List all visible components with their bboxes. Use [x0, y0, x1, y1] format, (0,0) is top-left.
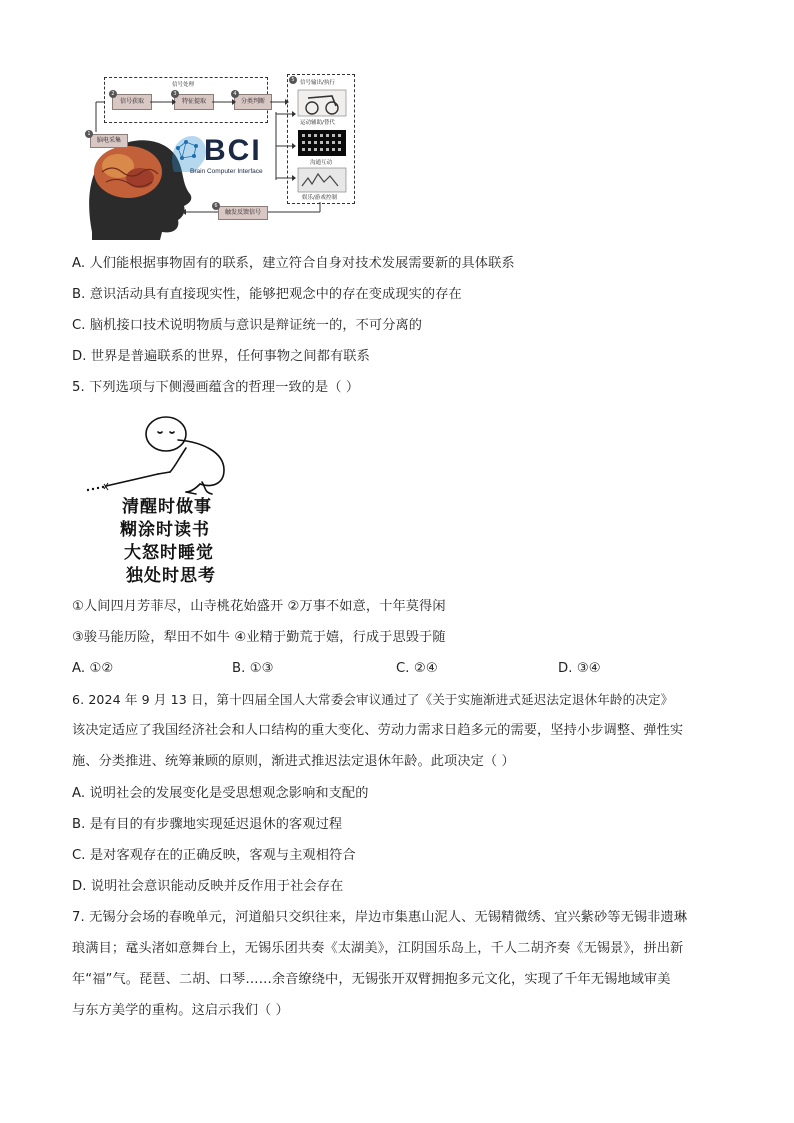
- signal-processing-title: 信号处理: [172, 82, 195, 88]
- q4-option-d: D. 世界是普遍联系的世界，任何事物之间都有联系: [72, 349, 370, 364]
- q7-stem-line-4: 与东方美学的重构。这启示我们（ ）: [72, 1003, 289, 1018]
- q7-stem-line-1: 7. 无锡分会场的春晚单元，河道船只交织往来，岸边市集惠山泥人、无锡精微绣、宜兴紫砂等无锡非遗琳: [72, 910, 688, 925]
- motion-label: 运动辅助/替代: [300, 120, 335, 126]
- bci-diagram: [82, 72, 360, 240]
- bci-logo: [168, 130, 278, 180]
- signal-acquire-box: 信号获取: [112, 94, 152, 110]
- cartoon-line-2: 糊涂时读书: [120, 520, 210, 540]
- bci-logo-subtitle: Brain Computer Interface: [190, 168, 263, 175]
- q6-stem-line-3: 施、分类推进、统筹兼顾的原则，渐进式推迟法定退休年龄。此项决定（ ）: [72, 754, 515, 769]
- crouching-figure-drawing: [74, 412, 244, 502]
- feature-extract-box: 特征提取: [174, 94, 214, 110]
- q6-option-b: B. 是有目的有步骤地实现延迟退休的客观过程: [72, 817, 343, 832]
- q6-stem-line-2: 该决定适应了我国经济社会和人口结构的重大变化、劳动力需求日趋多元的需要，坚持小步调整、弹性实: [72, 723, 684, 738]
- comm-label: 沟通互动: [310, 160, 333, 166]
- q5-items-line-1: ①人间四月芳菲尽，山寺桃花始盛开 ②万事不如意，十年莫得闲: [72, 599, 446, 614]
- q5-choice-b: B. ①③: [232, 661, 274, 676]
- bci-logo-text: BCI: [204, 134, 262, 167]
- signal-output-title: 信号输出/执行: [300, 80, 335, 86]
- q6-stem-line-1: 6. 2024 年 9 月 13 日，第十四届全国人大常委会审议通过了《关于实施渐进式延迟法定退休年龄的决定》: [72, 692, 674, 707]
- feedback-box: 触发反馈信号: [218, 206, 268, 220]
- cartoon-line-3: 大怒时睡觉: [124, 543, 214, 563]
- q5-cartoon: [74, 412, 244, 588]
- q5-stem: 5. 下列选项与下侧漫画蕴含的哲理一致的是（ ）: [72, 380, 360, 395]
- q6-option-d: D. 说明社会意识能动反映并反作用于社会存在: [72, 879, 344, 894]
- step-number-1: 1: [85, 130, 93, 138]
- q7-stem-line-3: 年“福”气。琵琶、二胡、口琴……余音缭绕中，无锡张开双臂拥抱多元文化，实现了千年无锡地域审美: [72, 972, 671, 987]
- cartoon-line-4: 独处时思考: [126, 566, 216, 586]
- step-number-2: 2: [109, 90, 117, 98]
- cartoon-line-1: 清醒时做事: [122, 497, 212, 517]
- q5-choice-a: A. ①②: [72, 661, 114, 676]
- classify-box: 分类判断: [234, 94, 272, 110]
- q6-option-a: A. 说明社会的发展变化是受思想观念影响和支配的: [72, 786, 369, 801]
- step-number-5: 5: [289, 76, 297, 84]
- step-number-3: 3: [171, 90, 179, 98]
- step-number-4: 4: [231, 90, 239, 98]
- q5-choice-c: C. ②④: [396, 661, 438, 676]
- q6-option-c: C. 是对客观存在的正确反映，客观与主观相符合: [72, 848, 356, 863]
- step-number-6: 6: [212, 202, 220, 210]
- entertain-label: 娱乐/游戏控制: [302, 195, 337, 201]
- q5-choice-d: D. ③④: [558, 661, 601, 676]
- q7-stem-line-2: 琅满目；鼋头渚如意舞台上，无锡乐团共奏《太湖美》，江阴国乐岛上，千人二胡齐奏《无锡景》，拼出新: [72, 941, 684, 956]
- eeg-collect-box: 脑电采集: [90, 134, 128, 148]
- q5-items-line-2: ③骏马能历险，犁田不如牛 ④业精于勤荒于嬉，行成于思毁于随: [72, 630, 446, 645]
- q4-option-b: B. 意识活动具有直接现实性，能够把观念中的存在变成现实的存在: [72, 287, 462, 302]
- q4-option-c: C. 脑机接口技术说明物质与意识是辩证统一的，不可分离的: [72, 318, 423, 333]
- q4-option-a: A. 人们能根据事物固有的联系，建立符合自身对技术发展需要新的具体联系: [72, 256, 515, 271]
